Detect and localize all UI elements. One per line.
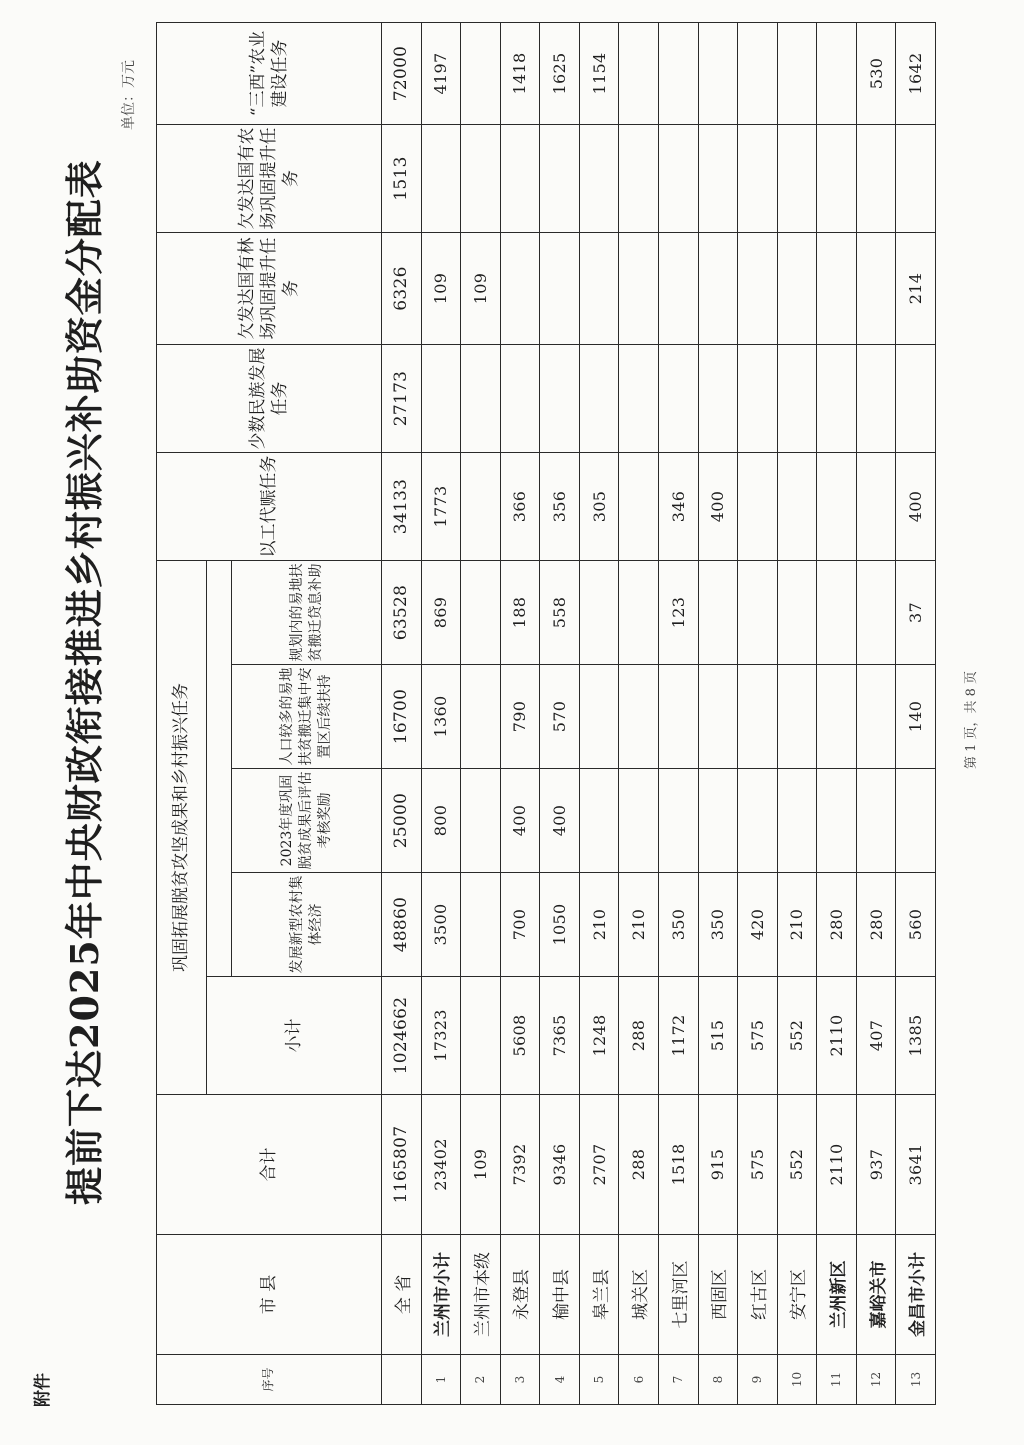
- cell-workrelief: 34133: [382, 452, 422, 560]
- cell-total: 575: [738, 1095, 778, 1235]
- cell-minority: [579, 344, 619, 452]
- cell-farm: [500, 124, 540, 232]
- table-row: [421, 22, 461, 1404]
- table-row: [579, 22, 619, 1404]
- cell-relocation: [698, 665, 738, 769]
- cell-collective: 280: [817, 873, 857, 977]
- cell-subtotal: 1172: [658, 977, 698, 1095]
- cell-minority: [658, 344, 698, 452]
- header-forest: 欠发达国有林场巩固提升任务: [157, 232, 382, 344]
- cell-collective: 210: [777, 873, 817, 977]
- cell-total: 7392: [500, 1095, 540, 1235]
- cell-name: 西固区: [698, 1235, 738, 1355]
- cell-interest: [777, 560, 817, 664]
- table-body: [382, 22, 936, 1404]
- cell-subtotal: [461, 977, 501, 1095]
- header-total: 合计: [157, 1095, 382, 1235]
- cell-seq: 5: [579, 1355, 619, 1405]
- cell-relocation: [856, 665, 896, 769]
- cell-subtotal: 407: [856, 977, 896, 1095]
- cell-name: 永登县: [500, 1235, 540, 1355]
- header-farm: 欠发达国有农场巩固提升任务: [157, 124, 382, 232]
- header-interest: 规划内的易地扶贫搬迁贷息补助: [232, 560, 382, 664]
- cell-workrelief: 305: [579, 452, 619, 560]
- cell-workrelief: 1773: [421, 452, 461, 560]
- cell-relocation: 790: [500, 665, 540, 769]
- cell-name: 兰州市本级: [461, 1235, 501, 1355]
- cell-award: 400: [500, 769, 540, 873]
- cell-collective: 210: [579, 873, 619, 977]
- cell-sanxi: 72000: [382, 22, 422, 124]
- cell-award: 25000: [382, 769, 422, 873]
- cell-interest: [619, 560, 659, 664]
- cell-award: [817, 769, 857, 873]
- cell-forest: [777, 232, 817, 344]
- cell-award: [579, 769, 619, 873]
- cell-subtotal: 1024662: [382, 977, 422, 1095]
- cell-sanxi: [461, 22, 501, 124]
- cell-sanxi: [698, 22, 738, 124]
- cell-relocation: 570: [540, 665, 580, 769]
- table-row: [619, 22, 659, 1404]
- table-row: [738, 22, 778, 1404]
- cell-sanxi: 1642: [896, 22, 936, 124]
- cell-workrelief: [856, 452, 896, 560]
- cell-collective: 210: [619, 873, 659, 977]
- cell-relocation: [817, 665, 857, 769]
- cell-minority: [856, 344, 896, 452]
- cell-award: [856, 769, 896, 873]
- cell-total: 109: [461, 1095, 501, 1235]
- cell-minority: [619, 344, 659, 452]
- cell-workrelief: [738, 452, 778, 560]
- cell-forest: [540, 232, 580, 344]
- cell-name: 红古区: [738, 1235, 778, 1355]
- cell-minority: [461, 344, 501, 452]
- cell-name: 城关区: [619, 1235, 659, 1355]
- cell-total: 3641: [896, 1095, 936, 1235]
- cell-name: 嘉峪关市: [856, 1235, 896, 1355]
- page-title: 提前下达2025年中央财政衔接推进乡村振兴补助资金分配表: [62, 159, 107, 1205]
- cell-forest: [500, 232, 540, 344]
- cell-seq: 4: [540, 1355, 580, 1405]
- cell-forest: [738, 232, 778, 344]
- cell-sanxi: 4197: [421, 22, 461, 124]
- cell-award: 400: [540, 769, 580, 873]
- header-workrelief: 以工代赈任务: [157, 452, 382, 560]
- cell-workrelief: 346: [658, 452, 698, 560]
- header-award: 2023年度巩固脱贫成果后评估考核奖励: [232, 769, 382, 873]
- cell-relocation: [777, 665, 817, 769]
- cell-workrelief: [777, 452, 817, 560]
- cell-seq: 13: [896, 1355, 936, 1405]
- cell-farm: [619, 124, 659, 232]
- cell-forest: [698, 232, 738, 344]
- cell-forest: 109: [461, 232, 501, 344]
- cell-forest: [817, 232, 857, 344]
- cell-farm: [896, 124, 936, 232]
- cell-workrelief: 366: [500, 452, 540, 560]
- table-row: [698, 22, 738, 1404]
- cell-minority: [777, 344, 817, 452]
- header-collective: 发展新型农村集体经济: [232, 873, 382, 977]
- cell-collective: 1050: [540, 873, 580, 977]
- header-group: 巩固拓展脱贫攻坚成果和乡村振兴任务: [157, 560, 207, 1094]
- cell-workrelief: [461, 452, 501, 560]
- cell-sanxi: 1154: [579, 22, 619, 124]
- cell-interest: 869: [421, 560, 461, 664]
- unit-label: 单位：万元: [121, 60, 137, 130]
- table-row: [896, 22, 936, 1404]
- cell-relocation: 140: [896, 665, 936, 769]
- cell-seq: 1: [421, 1355, 461, 1405]
- cell-total: 9346: [540, 1095, 580, 1235]
- cell-sanxi: 1625: [540, 22, 580, 124]
- cell-seq: 2: [461, 1355, 501, 1405]
- cell-farm: [698, 124, 738, 232]
- cell-collective: 280: [856, 873, 896, 977]
- cell-sanxi: [817, 22, 857, 124]
- attachment-label: 附件: [33, 1373, 53, 1407]
- table-header: [157, 22, 382, 1404]
- table-row: [540, 22, 580, 1404]
- cell-subtotal: 575: [738, 977, 778, 1095]
- cell-award: [619, 769, 659, 873]
- cell-relocation: [619, 665, 659, 769]
- cell-name: 皋兰县: [579, 1235, 619, 1355]
- cell-total: 915: [698, 1095, 738, 1235]
- cell-forest: [579, 232, 619, 344]
- cell-farm: [777, 124, 817, 232]
- cell-farm: [540, 124, 580, 232]
- cell-minority: [817, 344, 857, 452]
- cell-farm: [421, 124, 461, 232]
- header-minority: 少数民族发展任务: [157, 344, 382, 452]
- cell-farm: [856, 124, 896, 232]
- cell-collective: 420: [738, 873, 778, 977]
- cell-name: 榆中县: [540, 1235, 580, 1355]
- cell-collective: 48860: [382, 873, 422, 977]
- cell-subtotal: 1248: [579, 977, 619, 1095]
- cell-sanxi: [658, 22, 698, 124]
- cell-farm: [461, 124, 501, 232]
- cell-minority: [738, 344, 778, 452]
- cell-total: 23402: [421, 1095, 461, 1235]
- cell-total: 288: [619, 1095, 659, 1235]
- cell-collective: 350: [658, 873, 698, 977]
- cell-farm: [738, 124, 778, 232]
- header-seq: 序号: [157, 1355, 382, 1405]
- cell-farm: 1513: [382, 124, 422, 232]
- header-city: 市 县: [157, 1235, 382, 1355]
- cell-minority: [540, 344, 580, 452]
- cell-relocation: 1360: [421, 665, 461, 769]
- cell-name: 全 省: [382, 1235, 422, 1355]
- cell-interest: [817, 560, 857, 664]
- cell-interest: [698, 560, 738, 664]
- cell-minority: 27173: [382, 344, 422, 452]
- cell-interest: 37: [896, 560, 936, 664]
- cell-sanxi: [738, 22, 778, 124]
- table-row: [856, 22, 896, 1404]
- cell-relocation: [579, 665, 619, 769]
- cell-seq: 10: [777, 1355, 817, 1405]
- cell-total: 1165807: [382, 1095, 422, 1235]
- cell-sanxi: 530: [856, 22, 896, 124]
- cell-award: [698, 769, 738, 873]
- cell-interest: [738, 560, 778, 664]
- cell-subtotal: 5608: [500, 977, 540, 1095]
- cell-forest: [619, 232, 659, 344]
- header-subgroup-blank: [207, 560, 232, 976]
- table-row: [461, 22, 501, 1404]
- cell-farm: [579, 124, 619, 232]
- cell-collective: 700: [500, 873, 540, 977]
- cell-farm: [817, 124, 857, 232]
- cell-relocation: [461, 665, 501, 769]
- cell-award: [896, 769, 936, 873]
- cell-total: 2110: [817, 1095, 857, 1235]
- cell-sanxi: 1418: [500, 22, 540, 124]
- cell-name: 安宁区: [777, 1235, 817, 1355]
- cell-interest: [856, 560, 896, 664]
- cell-collective: 350: [698, 873, 738, 977]
- cell-total: 552: [777, 1095, 817, 1235]
- cell-interest: 188: [500, 560, 540, 664]
- cell-total: 1518: [658, 1095, 698, 1235]
- cell-collective: [461, 873, 501, 977]
- cell-subtotal: 515: [698, 977, 738, 1095]
- cell-interest: [461, 560, 501, 664]
- table-row: [658, 22, 698, 1404]
- cell-interest: [579, 560, 619, 664]
- cell-subtotal: 288: [619, 977, 659, 1095]
- cell-seq: 12: [856, 1355, 896, 1405]
- cell-interest: 123: [658, 560, 698, 664]
- cell-award: 800: [421, 769, 461, 873]
- cell-seq: 3: [500, 1355, 540, 1405]
- cell-sanxi: [619, 22, 659, 124]
- cell-relocation: [658, 665, 698, 769]
- cell-seq: 11: [817, 1355, 857, 1405]
- cell-forest: 6326: [382, 232, 422, 344]
- cell-seq: 8: [698, 1355, 738, 1405]
- cell-workrelief: 400: [698, 452, 738, 560]
- cell-minority: [421, 344, 461, 452]
- allocation-table: [156, 22, 936, 1405]
- cell-seq: [382, 1355, 422, 1405]
- cell-forest: [658, 232, 698, 344]
- table-row: [500, 22, 540, 1404]
- cell-workrelief: [817, 452, 857, 560]
- cell-minority: [500, 344, 540, 452]
- cell-name: 七里河区: [658, 1235, 698, 1355]
- cell-workrelief: 356: [540, 452, 580, 560]
- cell-name: 兰州新区: [817, 1235, 857, 1355]
- table-row: [777, 22, 817, 1404]
- cell-total: 937: [856, 1095, 896, 1235]
- cell-seq: 6: [619, 1355, 659, 1405]
- cell-seq: 9: [738, 1355, 778, 1405]
- cell-collective: 3500: [421, 873, 461, 977]
- cell-workrelief: 400: [896, 452, 936, 560]
- cell-interest: 63528: [382, 560, 422, 664]
- cell-award: [738, 769, 778, 873]
- cell-name: 兰州市小计: [421, 1235, 461, 1355]
- cell-award: [461, 769, 501, 873]
- cell-subtotal: 552: [777, 977, 817, 1095]
- cell-award: [658, 769, 698, 873]
- cell-forest: [856, 232, 896, 344]
- cell-name: 金昌市小计: [896, 1235, 936, 1355]
- cell-forest: 109: [421, 232, 461, 344]
- cell-seq: 7: [658, 1355, 698, 1405]
- cell-collective: 560: [896, 873, 936, 977]
- cell-relocation: [738, 665, 778, 769]
- cell-interest: 558: [540, 560, 580, 664]
- cell-forest: 214: [896, 232, 936, 344]
- cell-award: [777, 769, 817, 873]
- cell-total: 2707: [579, 1095, 619, 1235]
- cell-sanxi: [777, 22, 817, 124]
- cell-minority: [896, 344, 936, 452]
- cell-subtotal: 1385: [896, 977, 936, 1095]
- cell-relocation: 16700: [382, 665, 422, 769]
- cell-subtotal: 2110: [817, 977, 857, 1095]
- page-footer: 第 1 页，共 8 页: [964, 670, 979, 770]
- cell-workrelief: [619, 452, 659, 560]
- header-subtotal: 小计: [207, 977, 382, 1095]
- table-row: [382, 22, 422, 1404]
- cell-minority: [698, 344, 738, 452]
- cell-subtotal: 17323: [421, 977, 461, 1095]
- header-sanxi: “三西”农业建设任务: [157, 22, 382, 124]
- cell-farm: [658, 124, 698, 232]
- header-relocation: 人口较多的易地扶贫搬迁集中安置区后续扶持: [232, 665, 382, 769]
- table-row: [817, 22, 857, 1404]
- cell-subtotal: 7365: [540, 977, 580, 1095]
